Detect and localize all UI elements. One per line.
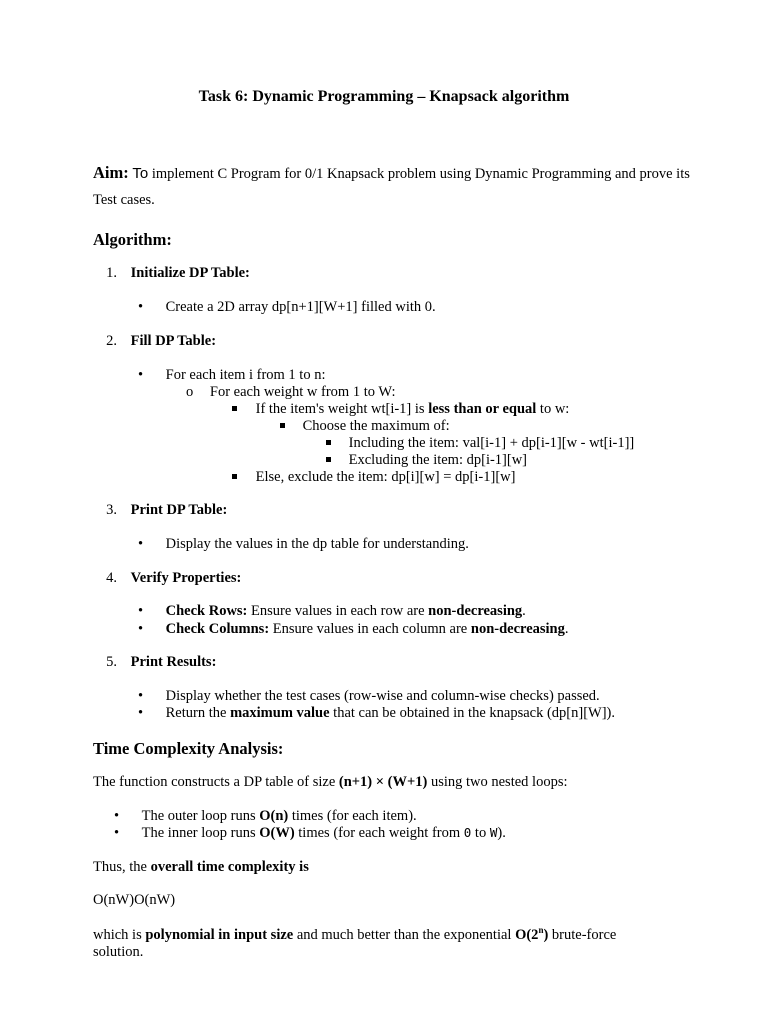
- square-bullet-icon: [232, 406, 237, 411]
- circle-marker-icon: o: [186, 384, 194, 400]
- list-item: • Display whether the test cases (row-wise and column-wise checks) passed.: [138, 688, 600, 704]
- step-number: 2.: [106, 333, 117, 349]
- page-title: Task 6: Dynamic Programming – Knapsack algorithm: [198, 88, 570, 105]
- bullet-icon: •: [138, 536, 144, 552]
- list-item: • The inner loop runs O(W) times (for each weight from 0 to W).: [114, 825, 506, 841]
- step-1: [93, 265, 250, 282]
- bullet-icon: •: [138, 688, 144, 704]
- list-item: Excluding the item: dp[i-1][w]: [326, 452, 527, 469]
- step-4: [93, 570, 241, 587]
- list-item: • Check Rows: Ensure values in each row are non-decreasing.: [138, 603, 526, 619]
- final-paragraph-line2: solution.: [93, 944, 144, 960]
- step-title: Print Results:: [130, 654, 217, 670]
- formula: O(nW)O(nW): [93, 892, 176, 908]
- time-intro: The function constructs a DP table of size (n+1) × (W+1) using two nested loops:: [93, 774, 568, 790]
- list-item: o For each weight w from 1 to W:: [186, 384, 396, 400]
- step-title: Print DP Table:: [130, 502, 228, 518]
- square-bullet-icon: [280, 423, 285, 428]
- bullet-icon: •: [138, 603, 144, 619]
- list-item: Including the item: val[i-1] + dp[i-1][w - wt[i-1]]: [326, 435, 634, 452]
- bullet-icon: •: [114, 808, 120, 824]
- step-number: 4.: [106, 570, 117, 586]
- list-item: Choose the maximum of:: [280, 418, 450, 435]
- step-number: 1.: [106, 265, 117, 281]
- list-item: • For each item i from 1 to n:: [138, 367, 326, 383]
- algorithm-heading: Algorithm:: [93, 230, 172, 249]
- square-bullet-icon: [326, 440, 331, 445]
- step-5: [93, 654, 216, 671]
- square-bullet-icon: [232, 474, 237, 479]
- step-title: Initialize DP Table:: [130, 265, 250, 281]
- list-item: Else, exclude the item: dp[i][w] = dp[i-1][w]: [232, 469, 515, 486]
- aim-label: Aim:: [93, 163, 129, 182]
- step-title: Fill DP Table:: [130, 333, 217, 349]
- step-number: 5.: [106, 654, 117, 670]
- list-item: • Return the maximum value that can be obtained in the knapsack (dp[n][W]).: [138, 705, 616, 721]
- bullet-icon: •: [138, 367, 144, 383]
- step-3: [93, 502, 227, 519]
- step-title: Verify Properties:: [130, 570, 242, 586]
- bullet-icon: •: [114, 825, 120, 841]
- list-item: • Display the values in the dp table for understanding.: [138, 536, 469, 552]
- aim-paragraph: [93, 160, 693, 213]
- aim-text: implement C Program for 0/1 Knapsack problem using Dynamic Programming and prove its Test cases.: [93, 166, 690, 208]
- bullet-icon: •: [138, 705, 144, 721]
- bullet-icon: •: [138, 299, 144, 315]
- final-paragraph-line1: which is polynomial in input size and much better than the exponential O(2$^n$) brute-force: [93, 925, 617, 943]
- list-item: • Create a 2D array dp[n+1][W+1] filled with 0.: [138, 299, 436, 315]
- step-number: 3.: [106, 502, 117, 518]
- list-item: If the item's weight wt[i-1] is less than or equal to w:: [232, 401, 569, 418]
- conclusion-line: Thus, the overall time complexity is: [93, 859, 309, 875]
- aim-to: To: [132, 165, 149, 182]
- time-complexity-heading: Time Complexity Analysis:: [93, 739, 284, 758]
- list-item: • Check Columns: Ensure values in each column are non-decreasing.: [138, 621, 569, 637]
- step-2: [93, 333, 216, 350]
- list-item: • The outer loop runs O(n) times (for each item).: [114, 808, 417, 824]
- bullet-icon: •: [138, 621, 144, 637]
- square-bullet-icon: [326, 457, 331, 462]
